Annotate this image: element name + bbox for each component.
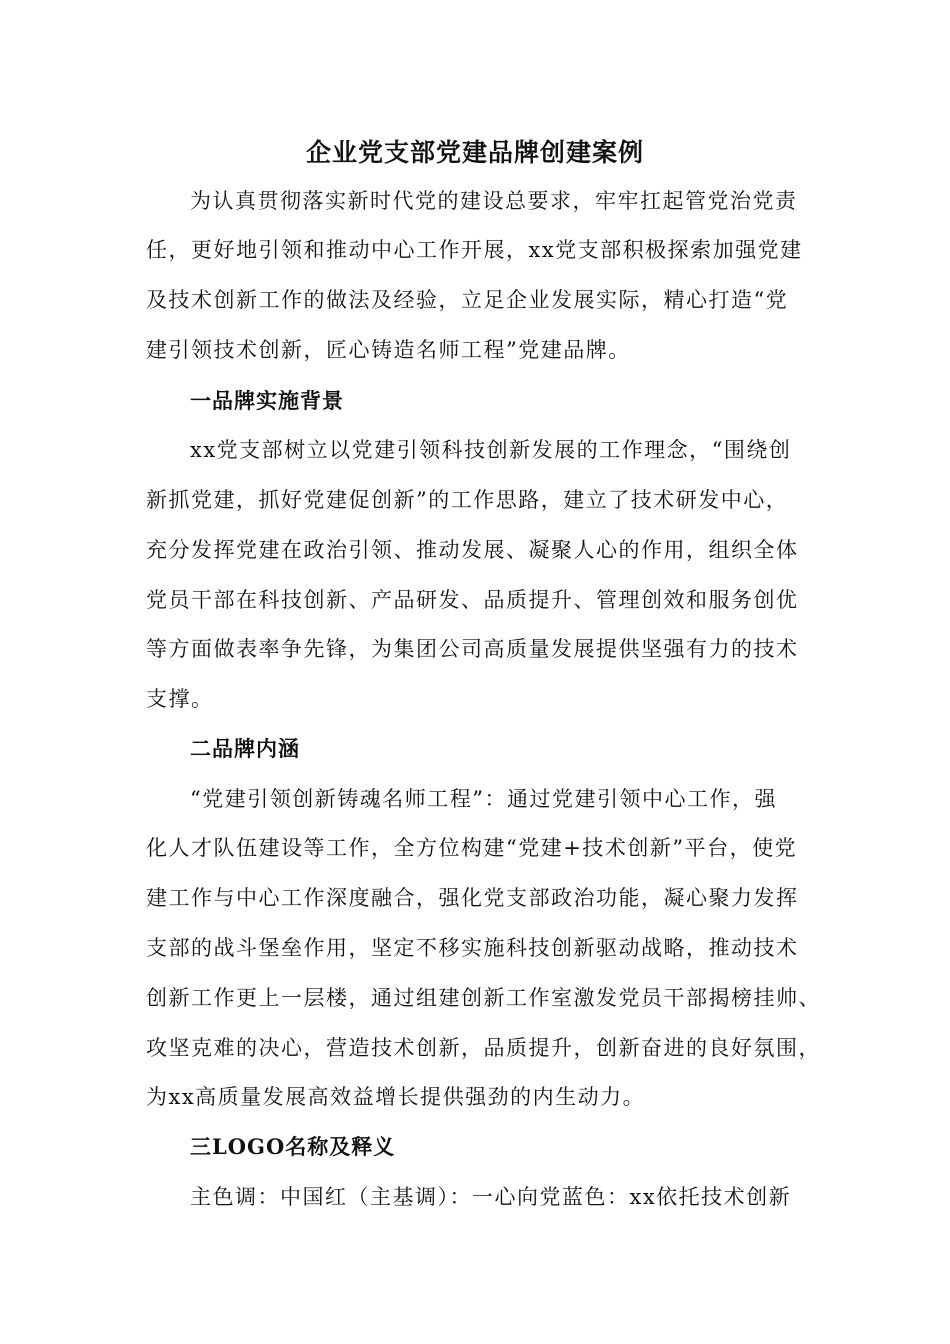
paragraph-line: 创新工作更上一层楼，通过组建创新工作室激发党员干部揭榜挂帅、 [146, 986, 821, 1010]
paragraph-line: 等方面做表率争先锋，为集团公司高质量发展提供坚强有力的技术 [146, 637, 799, 661]
paragraph-line: 新抓党建，抓好党建促创新”的工作思路，建立了技术研发中心， [146, 488, 789, 512]
paragraph-line: 支部的战斗堡垒作用，坚定不移实施科技创新驱动战略，推动技术 [146, 936, 799, 960]
paragraph-line: “党建引领创新铸魂名师工程”：通过党建引领中心工作，强 [190, 787, 777, 811]
intro-line: 为认真贯彻落实新时代党的建设总要求，牢牢扛起管党治党责 [190, 189, 798, 213]
paragraph-line: 充分发挥党建在政治引领、推动发展、凝聚人心的作用，组织全体 [146, 538, 799, 562]
paragraph-line: xx党支部树立以党建引领科技创新发展的工作理念，“围绕创 [190, 438, 792, 462]
intro-line: 建引领技术创新，匠心铸造名师工程”党建品牌。 [146, 338, 631, 362]
intro-line: 任，更好地引领和推动中心工作开展，xx党支部积极探索加强党建 [146, 238, 803, 262]
paragraph-line: 为xx高质量发展高效益增长提供强劲的内生动力。 [146, 1085, 646, 1109]
paragraph-line: 党员干部在科技创新、产品研发、品质提升、管理创效和服务创优 [146, 588, 799, 612]
paragraph-line: 主色调：中国红（主基调）：一心向党蓝色：xx依托技术创新 [190, 1185, 792, 1209]
intro-line: 及技术创新工作的做法及经验，立足企业发展实际，精心打造“党 [146, 288, 789, 312]
document-title: 企业党支部党建品牌创建案例 [305, 138, 644, 167]
paragraph-line: 攻坚克难的决心，营造技术创新，品质提升，创新奋进的良好氛围， [146, 1036, 821, 1060]
section-heading: 一品牌实施背景 [190, 388, 344, 413]
paragraph-line: 建工作与中心工作深度融合，强化党支部政治功能，凝心聚力发挥 [146, 886, 799, 910]
section-heading: 三LOGO名称及释义 [190, 1134, 396, 1159]
paragraph-line: 化人才队伍建设等工作，全方位构建“党建+技术创新”平台，使党 [146, 836, 798, 860]
paragraph-line: 支撑。 [146, 687, 214, 711]
section-heading: 二品牌内涵 [190, 736, 300, 761]
